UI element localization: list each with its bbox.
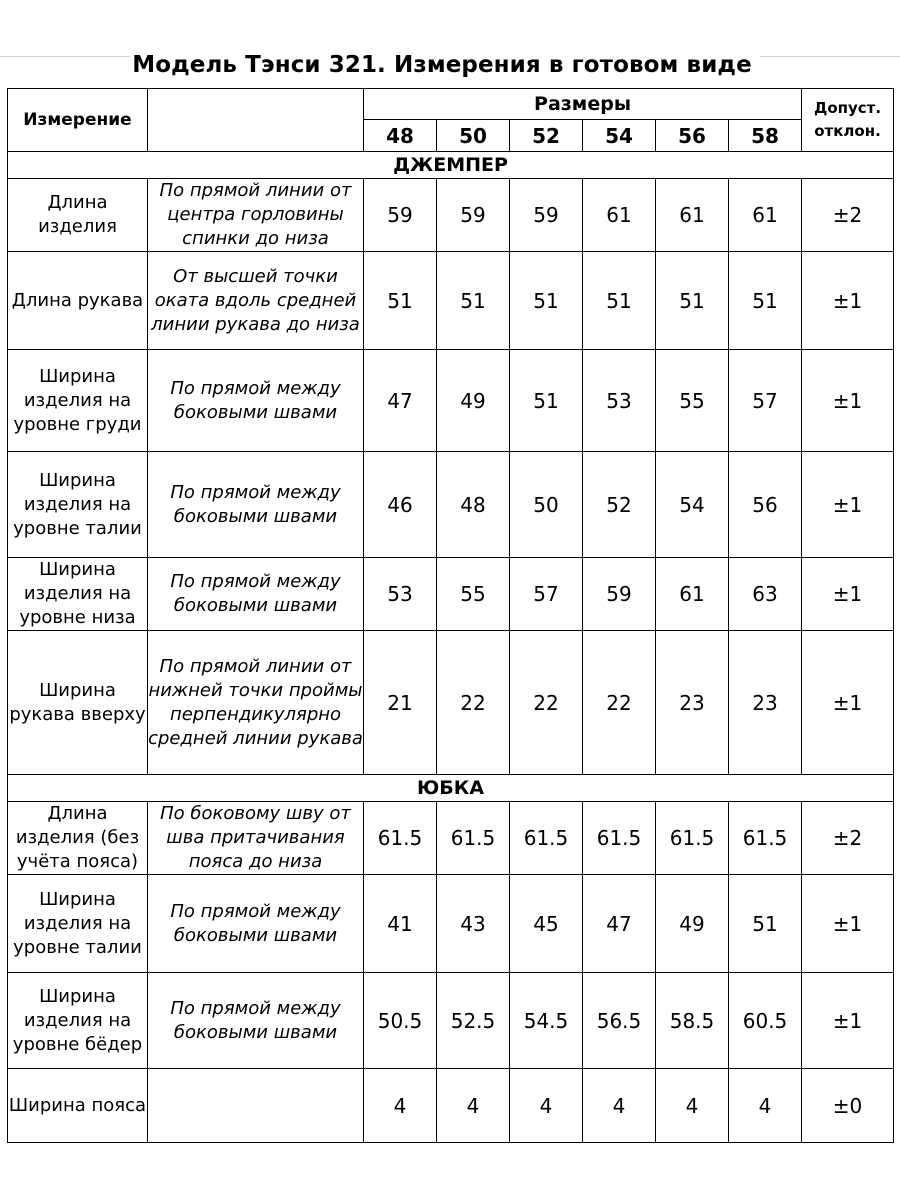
header-measurement: Измерение: [8, 89, 148, 152]
measurement-method: По прямой между боковыми швами: [148, 350, 364, 452]
size-value: 49: [656, 875, 729, 973]
header-size: 56: [656, 120, 729, 152]
size-value: 61.5: [729, 802, 802, 875]
size-value: 4: [583, 1069, 656, 1143]
measurement-name: Длина изделия: [8, 179, 148, 252]
size-value: 56: [729, 452, 802, 558]
measurement-method: По прямой между боковыми швами: [148, 875, 364, 973]
size-value: 47: [583, 875, 656, 973]
size-value: 4: [656, 1069, 729, 1143]
table-row: [8, 875, 894, 973]
table-row: [8, 973, 894, 1069]
tolerance-value: ±0: [802, 1069, 894, 1143]
measurement-name: Длина рукава: [8, 252, 148, 350]
measurement-name: Ширина изделия на уровне талии: [8, 875, 148, 973]
size-value: 55: [437, 558, 510, 631]
size-value: 56.5: [583, 973, 656, 1069]
size-value: 61: [656, 558, 729, 631]
size-value: 61.5: [656, 802, 729, 875]
table-row: [8, 452, 894, 558]
table-body: [8, 89, 894, 1143]
measurement-method: По прямой линии от нижней точки проймы перпендикулярно средней линии рукава: [148, 631, 364, 775]
size-value: 22: [583, 631, 656, 775]
measurement-method: По прямой между боковыми швами: [148, 558, 364, 631]
size-value: 47: [364, 350, 437, 452]
size-value: 59: [583, 558, 656, 631]
section-title: ДЖЕМПЕР: [8, 152, 894, 179]
size-value: 22: [437, 631, 510, 775]
tolerance-value: ±1: [802, 875, 894, 973]
size-value: 59: [437, 179, 510, 252]
size-value: 23: [729, 631, 802, 775]
size-value: 4: [437, 1069, 510, 1143]
measurement-name: Длина изделия (без учёта пояса): [8, 802, 148, 875]
table-row: [8, 350, 894, 452]
header-size: 54: [583, 120, 656, 152]
size-value: 52: [583, 452, 656, 558]
header-sizes: Размеры: [364, 89, 802, 120]
size-value: 46: [364, 452, 437, 558]
tolerance-value: ±1: [802, 631, 894, 775]
size-value: 23: [656, 631, 729, 775]
table-row: [8, 631, 894, 775]
size-value: 41: [364, 875, 437, 973]
measurement-name: Ширина изделия на уровне груди: [8, 350, 148, 452]
measurement-method: По прямой между боковыми швами: [148, 973, 364, 1069]
size-value: 55: [656, 350, 729, 452]
header-size: 52: [510, 120, 583, 152]
size-value: 51: [437, 252, 510, 350]
size-value: 50: [510, 452, 583, 558]
section-row: [8, 152, 894, 179]
size-value: 51: [583, 252, 656, 350]
header-tolerance-line1: Допуст.: [813, 99, 882, 117]
size-value: 61: [656, 179, 729, 252]
size-value: 51: [729, 875, 802, 973]
measurement-method: По прямой линии от центра горловины спинки до низа: [148, 179, 364, 252]
table-row: [8, 1069, 894, 1143]
size-value: 57: [510, 558, 583, 631]
header-size: 58: [729, 120, 802, 152]
size-value: 51: [656, 252, 729, 350]
size-value: 58.5: [656, 973, 729, 1069]
measurement-name: Ширина изделия на уровне бёдер: [8, 973, 148, 1069]
size-value: 61.5: [510, 802, 583, 875]
size-value: 59: [510, 179, 583, 252]
size-value: 54: [656, 452, 729, 558]
tolerance-value: ±1: [802, 350, 894, 452]
size-value: 54.5: [510, 973, 583, 1069]
measurement-method: [148, 1069, 364, 1143]
size-value: 51: [729, 252, 802, 350]
size-value: 61.5: [583, 802, 656, 875]
size-value: 51: [510, 252, 583, 350]
tolerance-value: ±1: [802, 452, 894, 558]
size-value: 61: [583, 179, 656, 252]
header-method-blank: [148, 89, 364, 152]
table-row: [8, 802, 894, 875]
measurement-method: По прямой между боковыми швами: [148, 452, 364, 558]
size-value: 4: [364, 1069, 437, 1143]
size-value: 22: [510, 631, 583, 775]
size-value: 60.5: [729, 973, 802, 1069]
header-row-1: [8, 89, 894, 120]
measurement-method: От высшей точки оката вдоль средней линии рукава до низа: [148, 252, 364, 350]
size-value: 51: [510, 350, 583, 452]
size-value: 4: [729, 1069, 802, 1143]
header-tolerance: [802, 89, 894, 152]
size-value: 61.5: [364, 802, 437, 875]
measurement-name: Ширина изделия на уровне низа: [8, 558, 148, 631]
size-value: 57: [729, 350, 802, 452]
size-value: 21: [364, 631, 437, 775]
size-value: 61.5: [437, 802, 510, 875]
section-title: ЮБКА: [8, 775, 894, 802]
size-value: 4: [510, 1069, 583, 1143]
size-value: 61: [729, 179, 802, 252]
size-value: 49: [437, 350, 510, 452]
tolerance-value: ±1: [802, 252, 894, 350]
table-row: [8, 252, 894, 350]
measurement-name: Ширина пояса: [8, 1069, 148, 1143]
tolerance-value: ±1: [802, 973, 894, 1069]
size-value: 53: [364, 558, 437, 631]
table-row: [8, 558, 894, 631]
header-tolerance-line2: отклон.: [814, 122, 881, 140]
measurements-table: [7, 88, 894, 1143]
measurement-name: Ширина изделия на уровне талии: [8, 452, 148, 558]
size-value: 43: [437, 875, 510, 973]
header-size: 48: [364, 120, 437, 152]
measurement-name: Ширина рукава вверху: [8, 631, 148, 775]
size-value: 52.5: [437, 973, 510, 1069]
size-value: 53: [583, 350, 656, 452]
page-title: Модель Тэнси 321. Измерения в готовом виде: [132, 52, 752, 78]
size-value: 59: [364, 179, 437, 252]
header-size: 50: [437, 120, 510, 152]
tolerance-value: ±2: [802, 179, 894, 252]
table-row: [8, 179, 894, 252]
size-value: 50.5: [364, 973, 437, 1069]
size-value: 45: [510, 875, 583, 973]
measurement-method: По боковому шву от шва притачивания пояса до низа: [148, 802, 364, 875]
size-value: 48: [437, 452, 510, 558]
size-value: 63: [729, 558, 802, 631]
size-value: 51: [364, 252, 437, 350]
section-row: [8, 775, 894, 802]
tolerance-value: ±2: [802, 802, 894, 875]
tolerance-value: ±1: [802, 558, 894, 631]
